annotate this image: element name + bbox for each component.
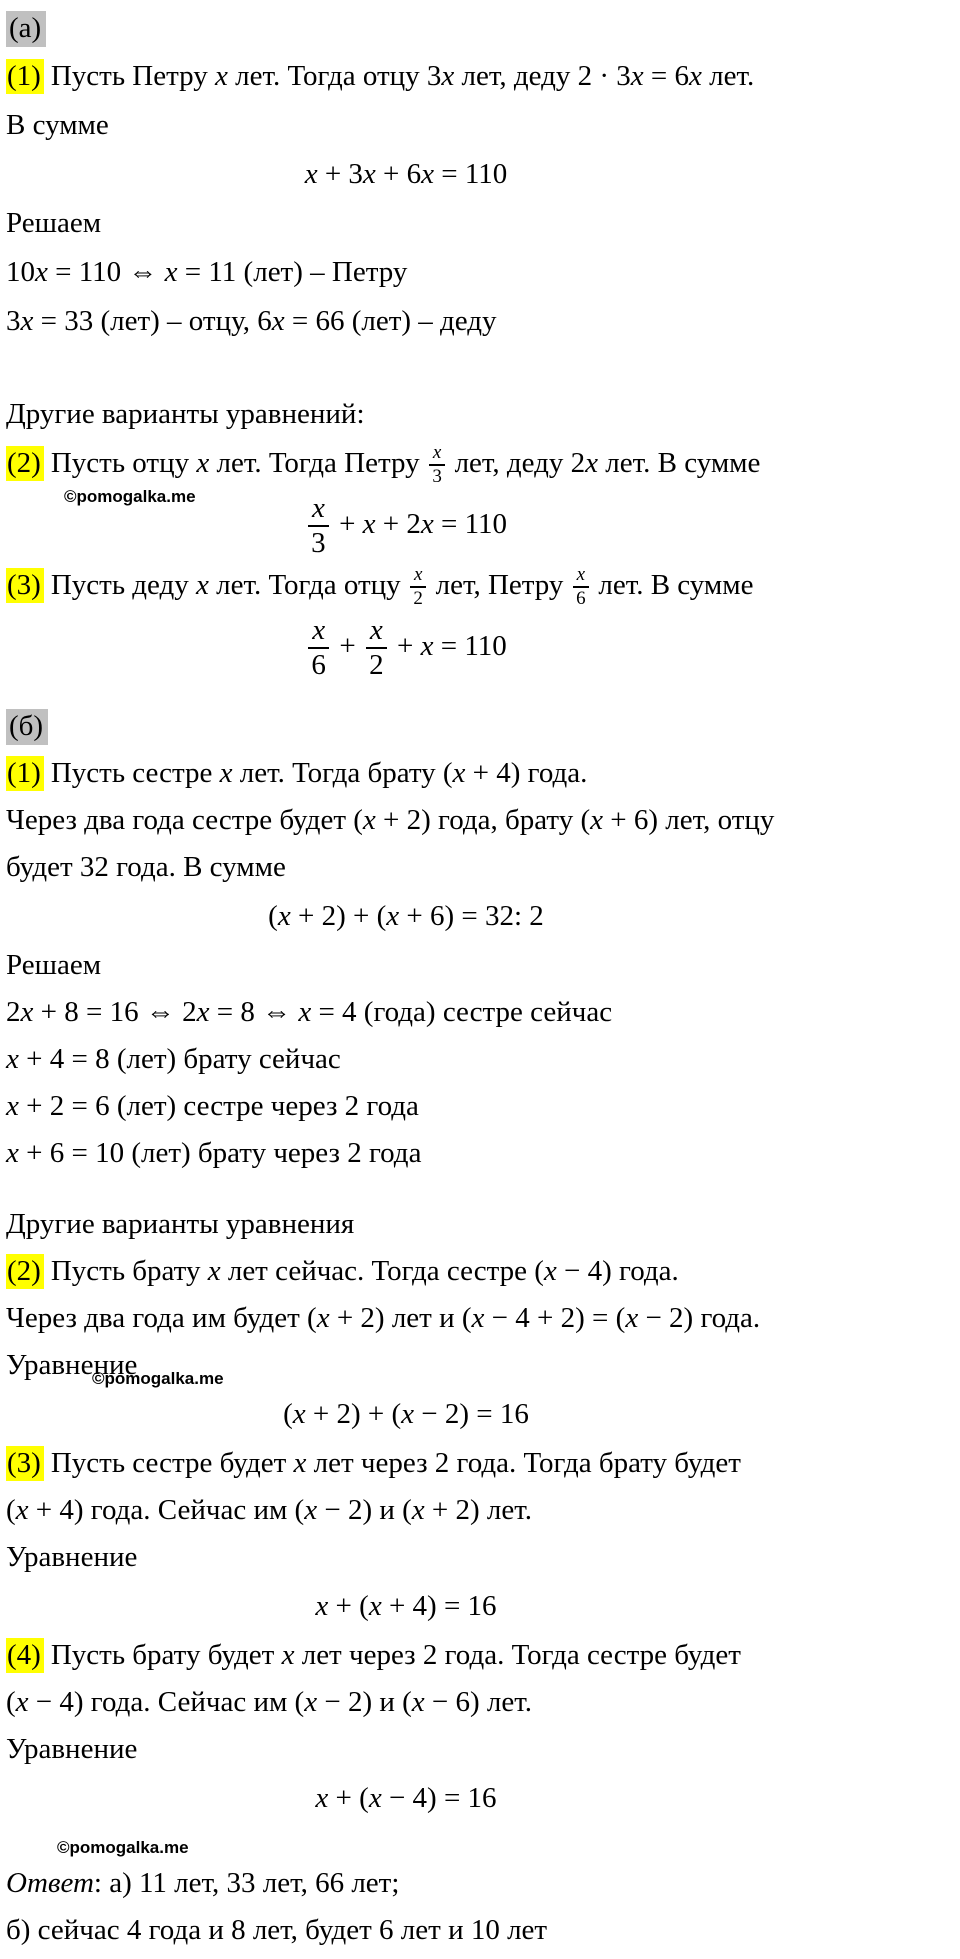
part-a-item3-marker: (3)	[6, 568, 44, 603]
part-b-solve-line3: x + 2 = 6 (лет) сестре через 2 года	[6, 1090, 419, 1123]
part-a-solve-line2: 3x = 33 (лет) – отцу, 6x = 66 (лет) – деду	[6, 305, 497, 337]
part-a-equation-sum: x + 3x + 6x = 110	[304, 158, 508, 190]
part-b-item1-line	[6, 750, 960, 797]
part-b-equation-4: x + (x − 4) = 16	[315, 1782, 497, 1815]
part-b-solve-line1: 2x + 8 = 16 ⇔ 2x = 8 ⇔ x = 4 (года) сестре сейчас	[6, 996, 613, 1029]
part-b-item3-line	[6, 1440, 960, 1487]
part-b-item4-marker: (4)	[6, 1638, 44, 1673]
part-a-item1-line	[6, 52, 960, 101]
part-a-item1-text: Пусть Петру x лет. Тогда отцу 3x лет, деду 2 · 3x = 6x лет.	[50, 60, 755, 92]
part-b-eq-label2: Уравнение	[6, 1349, 138, 1382]
part-a-item1-text2: В сумме	[6, 109, 109, 141]
part-a-item2-text: Пусть отцу x лет. Тогда Петру $\frac{x}{3}$ лет, деду 2x лет. В сумме	[50, 442, 761, 488]
part-b-item1-marker: (1)	[6, 756, 44, 791]
part-b-equation-1: (x + 2) + (x + 6) = 32: 2	[268, 900, 544, 933]
part-b-item2-line2: Через два года им будет (x + 2) лет и (x − 4 + 2) = (x − 2) года.	[6, 1302, 761, 1335]
part-b-item4-line	[6, 1632, 960, 1679]
part-b-label-line	[6, 702, 960, 750]
part-a-item2-marker: (2)	[6, 446, 44, 481]
part-b-section	[6, 702, 960, 1822]
part-b-item2-marker: (2)	[6, 1254, 44, 1289]
part-a-label-line	[6, 4, 960, 52]
part-a-label: (а)	[6, 11, 46, 47]
part-b-item1-line2: Через два года сестре будет (x + 2) года, брату (x + 6) лет, отцу	[6, 804, 775, 837]
part-a-item3-line	[6, 561, 960, 610]
part-b-equation-3: x + (x + 4) = 16	[315, 1590, 497, 1623]
part-b-eq-label4: Уравнение	[6, 1733, 138, 1766]
part-b-others-label: Другие варианты уравнения	[6, 1208, 355, 1241]
part-b-item2-line	[6, 1248, 960, 1295]
answer-line-2: б) сейчас 4 года и 8 лет, будет 6 лет и 10 лет	[6, 1914, 548, 1947]
part-b-item3-text: Пусть сестре будет x лет через 2 года. Тогда брату будет	[50, 1447, 741, 1480]
spacer	[6, 1177, 960, 1201]
part-a-equation-3: $\frac{x}{6}$ + $\frac{x}{2}$ + x = 110	[6, 614, 806, 683]
answer-line-1: Ответ: а) 11 лет, 33 лет, 66 лет;	[6, 1867, 400, 1900]
part-b-item3-marker: (3)	[6, 1446, 44, 1481]
part-a-solve-label: Решаем	[6, 207, 102, 239]
part-b-item2-text: Пусть брату x лет сейчас. Тогда сестре (x − 4) года.	[50, 1255, 679, 1288]
part-a-others-label: Другие варианты уравнений:	[6, 398, 365, 430]
part-a-item3-text: Пусть деду x лет. Тогда отцу $\frac{x}{2}$ лет, Петру $\frac{x}{6}$ лет. В сумме	[50, 564, 754, 609]
part-b-item3-line2: (x + 4) года. Сейчас им (x − 2) и (x + 2) лет.	[6, 1494, 533, 1527]
part-b-solve-label: Решаем	[6, 949, 102, 982]
part-b-solve-line4: x + 6 = 10 (лет) брату через 2 года	[6, 1137, 422, 1170]
part-b-item4-text: Пусть брату будет x лет через 2 года. Тогда сестре будет	[50, 1639, 741, 1672]
part-b-label: (б)	[6, 709, 48, 745]
part-b-item1-line3: будет 32 года. В сумме	[6, 851, 286, 884]
part-a-equation-2: $\frac{x}{3}$ + x + 2x = 110	[6, 492, 806, 561]
part-b-eq-label3: Уравнение	[6, 1541, 138, 1574]
part-a-solve-line1: 10x = 110 ⇔ x = 11 (лет) – Петру	[6, 256, 408, 288]
part-a-section	[6, 4, 960, 682]
watermark-pomogalka: ©pomogalka.me	[57, 1838, 189, 1857]
watermark-pomogalka: ©pomogalka.me	[64, 487, 196, 506]
part-a-item1-marker: (1)	[6, 59, 44, 94]
part-b-item1-text: Пусть сестре x лет. Тогда брату (x + 4) года.	[50, 757, 588, 790]
part-b-solve-line2: x + 4 = 8 (лет) брату сейчас	[6, 1043, 341, 1076]
part-b-item4-line2: (x − 4) года. Сейчас им (x − 2) и (x − 6) лет.	[6, 1686, 533, 1719]
part-b-equation-2: (x + 2) + (x − 2) = 16	[283, 1398, 529, 1431]
part-a-item2-line	[6, 439, 960, 488]
watermark-pomogalka: ©pomogalka.me	[92, 1369, 224, 1388]
spacer	[6, 346, 960, 390]
